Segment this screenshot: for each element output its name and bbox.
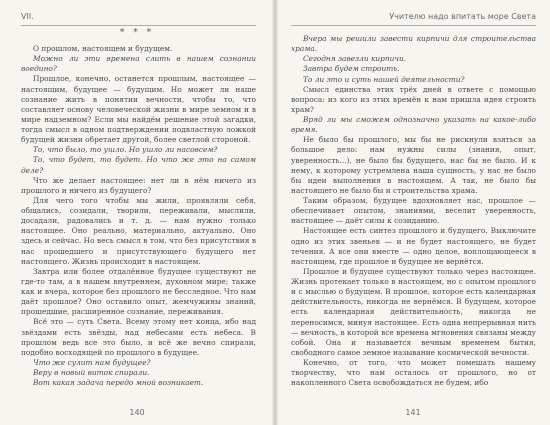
paragraph: Завтра или более отдалённое будущее существуют не где-то там, а в нашем внутреннем, духовном мире; также как и вчера, которое без прошлого не бесследное. Что нам даёт прошлое? Оно оставило опыт, жемчужины знаний, прошедшие, расширенное сознание, переживания. <box>21 266 256 317</box>
paragraph: Прошлое, конечно, останется прошлым, настоящее — настоящим, будущее — будущим. Но может ли наше сознание жить в понятии вечности, чтобы то, что составляет основу человеческой жизни в мире земном и в мире надземном? Если мы найдём решение этой загадки, тогда смысл в одном подтверждении подвластную ложкой будущей жизни обретает другой, более светлой стороной. <box>21 74 256 145</box>
paragraph: Конечно, от того, что может помешать нашему творчеству, что нам осталось от прошлого, но от накопленного Света освобождаться не будем, ибо <box>291 358 536 388</box>
right-page-body <box>291 34 536 388</box>
left-page <box>0 0 274 425</box>
paragraph: То, что будет, то будет. Но что же это на самом деле? <box>21 155 256 175</box>
paragraph: Что же сулит нам будущее? <box>33 357 151 367</box>
right-page <box>276 0 550 425</box>
header-rule-left <box>21 25 256 26</box>
paragraph: То, что было, то ушло. Но ушло ли насовсем? <box>33 145 218 155</box>
paragraph: Прошлое и будущее существуют только через настоящее. Жизнь протекает только в настоящем, но с опытом прошлого и с мыслью о будущем. В прошлое, которое есть календарная действительность, никогда не вернёмся. В будущем, которое есть календарная действительность, никогда не переносимся, минуя настоящее. Есть одна непрерывная нить — вечность, в которой все времена мгновения связаны между собой. Она и называется вечным временем бытия, свободного самое земное называние космической вечности. <box>291 266 536 357</box>
paragraph: Что же делает настоящее: нет ли в нём ничего из прошлого и ничего из будущего? <box>21 175 256 195</box>
paragraph: То ли это и суть нашей деятельности? <box>303 74 465 84</box>
page-number-right: 141 <box>405 408 421 417</box>
left-page-body <box>21 44 256 388</box>
paragraph: О прошлом, настоящем и будущем. <box>33 44 173 53</box>
running-header-right: Учителю надо впитать море Света <box>389 12 536 21</box>
paragraph: Таким образом, будущее вдохновляет нас, прошлое — обеспечивает опытом, знаниями, веселит уверенность, настоящее — даёт силы к созиданию. <box>291 196 536 226</box>
paragraph: Сегодня завезли кирпичи. <box>303 54 407 64</box>
paragraph: Вчера мы решили завести кирпичи для строительства храма. <box>291 34 536 54</box>
paragraph: Завтра будем строить. <box>303 64 400 74</box>
header-rule-right <box>291 25 536 26</box>
running-header-left: VII. <box>21 12 34 21</box>
section-divider: * * * <box>119 28 155 38</box>
paragraph: Вот какая задача передо мной возникает. <box>33 378 204 388</box>
paragraph: Можно ли эти времена слить в нашем сознании воедино? <box>21 54 256 74</box>
paragraph: Не было бы прошлого, мы бы не рискнули взяться за большое дело: нам нужны силы (знания, опыт, уверенность...), не было бы будущего, нас бы не было. И к нему, к которому устремлена наша сущность, у нас не было бы идеи выполнения в настоящем. А так, не было бы настоящего не было бы и строительства храма. <box>291 135 536 195</box>
paragraph: Веру в новый виток спирали. <box>33 368 150 377</box>
paragraph: Настоящее есть синтез прошлого и будущего. Выключите одно из этих звеньев — и не будет настоящего, не будет течения. А все они вместе — одно целое, воплощающееся в настоящем, где прошлое и будущее не вернётся. <box>291 226 536 266</box>
paragraph: Вряд ли мы сможем однозначно указать на какое-либо время. <box>291 115 536 135</box>
paragraph: Смысл единства этих трёх дней в ответе с помощью вопроса: из кого из этих времён к нам пришла идея строить храм? <box>291 84 536 114</box>
paragraph: Для чего того чтобы мы жили, проявляли себя, общались, созидали, творили, переживали, мыслили, досадали, радовались и т. д. — нам нужно только настоящее. Оно реально, материально, актуально. Оно здесь и сейчас. Но весь смысл в том, что без присутствия в нас прошедшего и присутствующего будущего нет настоящего. Жизнь происходит в настоящем. <box>21 195 256 266</box>
paragraph: Всё это — суть Света. Всему этому нет конца, ибо над звёздами есть звёзды, над небесами есть небеса. В прошлом ведь все это было, и всё же вечно спирали, подобно восходящей по прошлого в будущее. <box>21 317 256 357</box>
page-number-left: 140 <box>129 408 145 417</box>
